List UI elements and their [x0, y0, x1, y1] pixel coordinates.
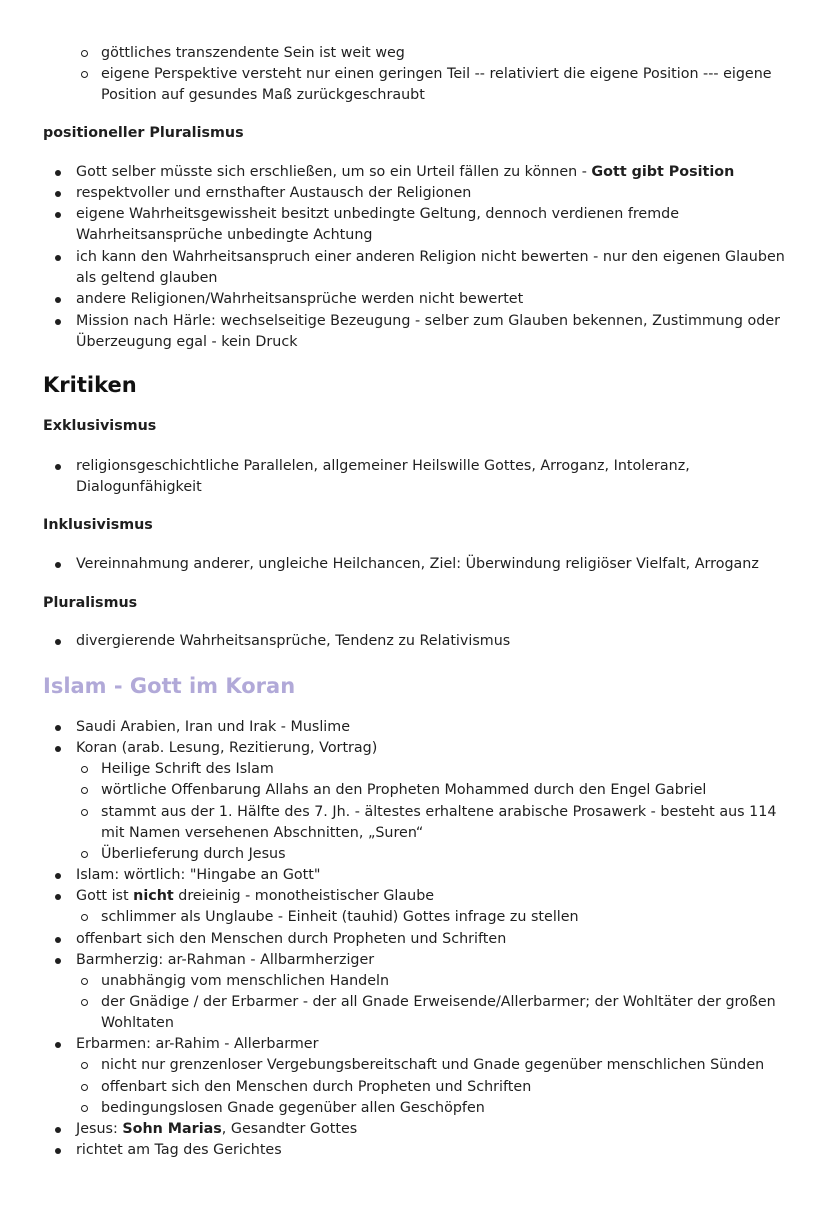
list-item: Mission nach Härle: wechselseitige Bezeugung - selber zum Glauben bekennen, Zustimmung oder Überzeugung egal - kein Druck — [76, 311, 796, 353]
list-item: andere Religionen/Wahrheitsansprüche werden nicht bewertet — [76, 289, 796, 310]
circle-bullet-icon — [81, 978, 88, 985]
bullet-icon — [55, 894, 61, 900]
bullet-icon — [55, 725, 61, 731]
list-item: Heilige Schrift des Islam — [101, 759, 791, 780]
list-item: Koran (arab. Lesung, Rezitierung, Vortrag) — [76, 738, 796, 759]
bullet-icon — [55, 958, 61, 964]
list-item: der Gnädige / der Erbarmer - der all Gnade Erweisende/Allerbarmer; der Wohltäter der großen Wohltaten — [101, 992, 791, 1034]
bullet-icon — [55, 639, 61, 645]
list-item: offenbart sich den Menschen durch Propheten und Schriften — [101, 1077, 791, 1098]
list-item: Barmherzig: ar-Rahman - Allbarmherziger — [76, 950, 796, 971]
subsection-heading: Inklusivismus — [43, 517, 153, 533]
list-item: eigene Wahrheitsgewissheit besitzt unbedingte Geltung, dennoch verdienen fremde Wahrheitsansprüche unbedingte Achtung — [76, 204, 796, 246]
circle-bullet-icon — [81, 999, 88, 1006]
list-item: eigene Perspektive versteht nur einen geringen Teil -- relativiert die eigene Position --- eigene Position auf gesundes Maß zurückgeschraubt — [101, 64, 791, 106]
list-item: Erbarmen: ar-Rahim - Allerbarmer — [76, 1034, 796, 1055]
list-item: ich kann den Wahrheitsanspruch einer anderen Religion nicht bewerten - nur den eigenen Glauben als geltend glauben — [76, 247, 796, 289]
circle-bullet-icon — [81, 50, 88, 57]
circle-bullet-icon — [81, 809, 88, 816]
circle-bullet-icon — [81, 1084, 88, 1091]
list-item: stammt aus der 1. Hälfte des 7. Jh. - ältestes erhaltene arabische Prosawerk - besteht aus 114 mit Namen versehenen Abschnitten, „Suren“ — [101, 802, 791, 844]
list-item: Islam: wörtlich: "Hingabe an Gott" — [76, 865, 796, 886]
bullet-icon — [55, 562, 61, 568]
section-heading: positioneller Pluralismus — [43, 125, 244, 141]
subsection-heading: Pluralismus — [43, 595, 138, 611]
list-item: Überlieferung durch Jesus — [101, 844, 791, 865]
bullet-icon — [55, 746, 61, 752]
list-item: bedingungslosen Gnade gegenüber allen Geschöpfen — [101, 1098, 791, 1119]
list-item: Saudi Arabien, Iran und Irak - Muslime — [76, 717, 796, 738]
list-item: wörtliche Offenbarung Allahs an den Propheten Mohammed durch den Engel Gabriel — [101, 780, 791, 801]
circle-bullet-icon — [81, 914, 88, 921]
bullet-icon — [55, 212, 61, 218]
bullet-icon — [55, 297, 61, 303]
list-item: unabhängig vom menschlichen Handeln — [101, 971, 791, 992]
bullet-icon — [55, 255, 61, 261]
bullet-icon — [55, 319, 61, 325]
list-item: religionsgeschichtliche Parallelen, allgemeiner Heilswille Gottes, Arroganz, Intoleranz, Dialogunfähigkeit — [76, 456, 796, 498]
list-item: Vereinnahmung anderer, ungleiche Heilchancen, Ziel: Überwindung religiöser Vielfalt, Arroganz — [76, 554, 796, 575]
list-item: Gott selber müsste sich erschließen, um so ein Urteil fällen zu können - Gott gibt Position — [76, 162, 796, 183]
list-item: offenbart sich den Menschen durch Propheten und Schriften — [76, 929, 796, 950]
list-item: richtet am Tag des Gerichtes — [76, 1140, 796, 1161]
list-item: divergierende Wahrheitsansprüche, Tendenz zu Relativismus — [76, 631, 796, 652]
subsection-heading: Exklusivismus — [43, 418, 157, 434]
circle-bullet-icon — [81, 851, 88, 858]
bullet-icon — [55, 1127, 61, 1133]
section-title: Kritiken — [43, 373, 137, 397]
bullet-icon — [55, 873, 61, 879]
circle-bullet-icon — [81, 787, 88, 794]
circle-bullet-icon — [81, 766, 88, 773]
section-title: Islam - Gott im Koran — [43, 674, 296, 698]
list-item: nicht nur grenzenloser Vergebungsbereitschaft und Gnade gegenüber menschlichen Sünden — [101, 1055, 791, 1076]
circle-bullet-icon — [81, 1105, 88, 1112]
list-item: Jesus: Sohn Marias, Gesandter Gottes — [76, 1119, 796, 1140]
bullet-icon — [55, 1148, 61, 1154]
circle-bullet-icon — [81, 71, 88, 78]
list-item: respektvoller und ernsthafter Austausch der Religionen — [76, 183, 796, 204]
list-item: Gott ist nicht dreieinig - monotheistischer Glaube — [76, 886, 796, 907]
list-item: göttliches transzendente Sein ist weit weg — [101, 43, 791, 64]
bullet-icon — [55, 464, 61, 470]
circle-bullet-icon — [81, 1062, 88, 1069]
list-item: schlimmer als Unglaube - Einheit (tauhid) Gottes infrage zu stellen — [101, 907, 791, 928]
bullet-icon — [55, 170, 61, 176]
bullet-icon — [55, 1042, 61, 1048]
bullet-icon — [55, 191, 61, 197]
bullet-icon — [55, 937, 61, 943]
